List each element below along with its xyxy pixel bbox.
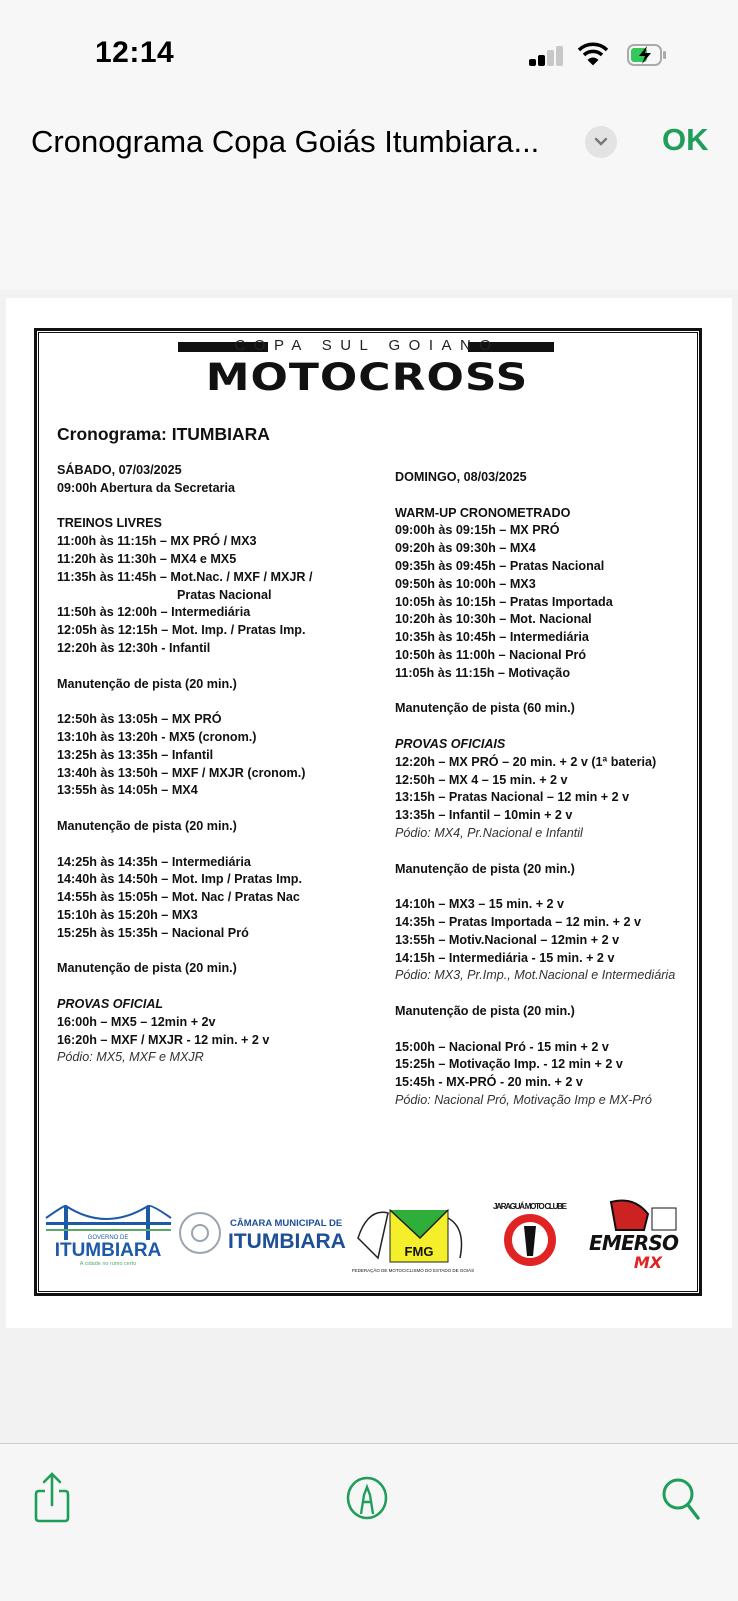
schedule-line: Manutenção de pista (20 min.) — [57, 961, 237, 976]
svg-text:CÂMARA MUNICIPAL DE: CÂMARA MUNICIPAL DE — [230, 1218, 343, 1229]
wifi-icon — [578, 42, 608, 66]
svg-text:ITUMBIARA: ITUMBIARA — [228, 1230, 346, 1253]
schedule-line: 12:05h às 12:15h – Mot. Imp. / Pratas Imp. — [57, 623, 306, 638]
schedule-line: 14:40h às 14:50h – Mot. Imp / Pratas Imp. — [57, 872, 302, 887]
document-title[interactable]: Cronograma Copa Goiás Itumbiara... — [31, 124, 540, 159]
motocross-logo — [176, 337, 558, 400]
svg-text:FMG: FMG — [404, 1244, 434, 1259]
schedule-line: 14:15h – Intermediária - 15 min. + 2 v — [395, 950, 615, 965]
schedule-line: 11:00h às 11:15h – MX PRÓ / MX3 — [57, 534, 257, 549]
blank-line — [57, 943, 312, 961]
schedule-line: DOMINGO, 08/03/2025 — [395, 470, 527, 484]
schedule-line: Manutenção de pista (20 min.) — [395, 1003, 575, 1018]
schedule-heading: Cronograma: ITUMBIARA — [57, 424, 270, 444]
schedule-line: 09:00h Abertura da Secretaria — [57, 480, 236, 495]
schedule-line: 12:20h – MX PRÓ – 20 min. + 2 v (1ª bateria) — [395, 754, 657, 769]
schedule-line: 13:25h às 13:35h – Infantil — [57, 747, 214, 762]
svg-text:GOVERNO DE: GOVERNO DE — [87, 1235, 129, 1241]
blank-line — [57, 800, 312, 818]
search-icon[interactable] — [661, 1476, 705, 1522]
schedule-line: 13:35h – Infantil – 10min + 2 v — [395, 808, 573, 823]
podium-note: Pódio: Nacional Pró, Motivação Imp e MX-Pró — [395, 1092, 652, 1107]
schedule-line: 10:35h às 10:45h – Intermediária — [395, 630, 589, 645]
schedule-line: Pratas Nacional — [177, 587, 272, 602]
blank-line — [395, 1021, 675, 1039]
schedule-line: 10:20h às 10:30h – Mot. Nacional — [395, 612, 592, 627]
camara-itumbiara-logo — [178, 1208, 346, 1258]
jaragua-moto-clube-logo — [491, 1198, 569, 1276]
schedule-line: 13:55h às 14:05h – MX4 — [57, 783, 198, 798]
sunday-schedule — [395, 469, 675, 1110]
battery-charging-icon — [627, 44, 667, 66]
status-bar — [0, 0, 738, 100]
blank-line — [395, 487, 675, 505]
logo-title: MOTOCROSS — [205, 355, 529, 400]
section-heading: PROVAS OFICIAL — [57, 996, 164, 1011]
chevron-down-icon — [585, 126, 617, 158]
governo-itumbiara-logo — [46, 1202, 171, 1268]
schedule-line: 14:25h às 14:35h – Intermediária — [57, 854, 251, 869]
schedule-line: 09:00h às 09:15h – MX PRÓ — [395, 523, 560, 538]
cellular-signal-icon — [529, 46, 559, 66]
svg-text:JARAGUÁ MOTO CLUBE: JARAGUÁ MOTO CLUBE — [493, 1202, 567, 1211]
blank-line — [57, 978, 312, 996]
schedule-line: Manutenção de pista (20 min.) — [395, 861, 575, 876]
schedule-line: Manutenção de pista (20 min.) — [57, 818, 237, 833]
blank-line — [57, 498, 312, 516]
status-time: 12:14 — [95, 36, 175, 69]
blank-line — [57, 836, 312, 854]
markup-icon[interactable] — [346, 1476, 388, 1520]
svg-text:MX: MX — [633, 1253, 663, 1272]
section-heading: PROVAS OFICIAIS — [395, 736, 506, 751]
blank-line — [395, 683, 675, 701]
schedule-line: Manutenção de pista (20 min.) — [57, 676, 237, 691]
schedule-line: 13:40h às 13:50h – MXF / MXJR (cronom.) — [57, 765, 306, 780]
schedule-line: 11:05h às 11:15h – Motivação — [395, 665, 571, 680]
fmg-logo — [348, 1198, 478, 1276]
schedule-line: 11:35h às 11:45h – Mot.Nac. / MXF / MXJR / — [57, 569, 313, 584]
schedule-line: 14:35h – Pratas Importada – 12 min. + 2 v — [395, 914, 642, 929]
schedule-line: 16:00h – MX5 – 12min + 2v — [57, 1014, 216, 1029]
done-button[interactable]: OK — [662, 122, 709, 157]
schedule-line: 10:05h às 10:15h – Pratas Importada — [395, 594, 613, 609]
blank-line — [395, 718, 675, 736]
podium-note: Pódio: MX3, Pr.Imp., Mot.Nacional e Intermediária — [395, 968, 676, 983]
share-icon[interactable] — [33, 1471, 73, 1523]
schedule-line: 09:35h às 09:45h – Pratas Nacional — [395, 558, 605, 573]
podium-note: Pódio: MX5, MXF e MXJR — [57, 1050, 204, 1065]
blank-line — [395, 878, 675, 896]
blank-line — [395, 843, 675, 861]
document-nav-bar — [0, 100, 738, 290]
blank-line — [57, 658, 312, 676]
schedule-line: TREINOS LIVRES — [57, 516, 162, 531]
schedule-line: 15:10h às 15:20h – MX3 — [57, 907, 198, 922]
schedule-line: 13:10h às 13:20h - MX5 (cronom.) — [57, 729, 257, 744]
schedule-line: 14:10h – MX3 – 15 min. + 2 v — [395, 897, 565, 912]
schedule-line: SÁBADO, 07/03/2025 — [57, 463, 182, 477]
schedule-line: 10:50h às 11:00h – Nacional Pró — [395, 647, 587, 662]
svg-text:FEDERAÇÃO DE MOTOCICLISMO DO E: FEDERAÇÃO DE MOTOCICLISMO DO ESTADO DE GOIÁS — [351, 1268, 475, 1273]
title-menu-button[interactable] — [585, 126, 617, 158]
schedule-line: 15:00h – Nacional Pró - 15 min + 2 v — [395, 1039, 609, 1054]
svg-text:A cidade no rumo certo: A cidade no rumo certo — [79, 1261, 137, 1267]
schedule-line: 15:25h – Motivação Imp. - 12 min + 2 v — [395, 1057, 623, 1072]
schedule-line: 11:50h às 12:00h – Intermediária — [57, 605, 251, 620]
pdf-page — [6, 298, 732, 1328]
svg-text:EMERSO: EMERSO — [589, 1231, 679, 1255]
svg-text:ITUMBIARA: ITUMBIARA — [54, 1240, 162, 1261]
logo-subtitle: COPA SUL GOIANO — [234, 337, 500, 354]
schedule-line: 12:20h às 12:30h - Infantil — [57, 640, 211, 655]
schedule-line: 13:55h – Motiv.Nacional – 12min + 2 v — [395, 932, 620, 947]
blank-line — [57, 693, 312, 711]
schedule-line: 12:50h às 13:05h – MX PRÓ — [57, 712, 222, 727]
schedule-line: 15:45h - MX-PRÓ - 20 min. + 2 v — [395, 1075, 583, 1090]
schedule-line: 15:25h às 15:35h – Nacional Pró — [57, 925, 249, 940]
schedule-line: WARM-UP CRONOMETRADO — [395, 505, 571, 520]
schedule-line: 11:20h às 11:30h – MX4 e MX5 — [57, 551, 237, 566]
schedule-line: 14:55h às 15:05h – Mot. Nac / Pratas Nac — [57, 890, 300, 905]
sponsor-logos — [46, 1198, 686, 1278]
schedule-line: 12:50h – MX 4 – 15 min. + 2 v — [395, 772, 568, 787]
emerson-mx-logo — [586, 1200, 682, 1272]
bottom-toolbar — [0, 1443, 738, 1601]
podium-note: Pódio: MX4, Pr.Nacional e Infantil — [395, 825, 583, 840]
schedule-line: 09:50h às 10:00h – MX3 — [395, 576, 536, 591]
blank-line — [395, 985, 675, 1003]
schedule-line: 13:15h – Pratas Nacional – 12 min + 2 v — [395, 790, 630, 805]
schedule-line: 16:20h – MXF / MXJR - 12 min. + 2 v — [57, 1032, 270, 1047]
saturday-schedule — [57, 462, 312, 1067]
schedule-line: Manutenção de pista (60 min.) — [395, 701, 575, 716]
schedule-line: 09:20h às 09:30h – MX4 — [395, 541, 536, 556]
